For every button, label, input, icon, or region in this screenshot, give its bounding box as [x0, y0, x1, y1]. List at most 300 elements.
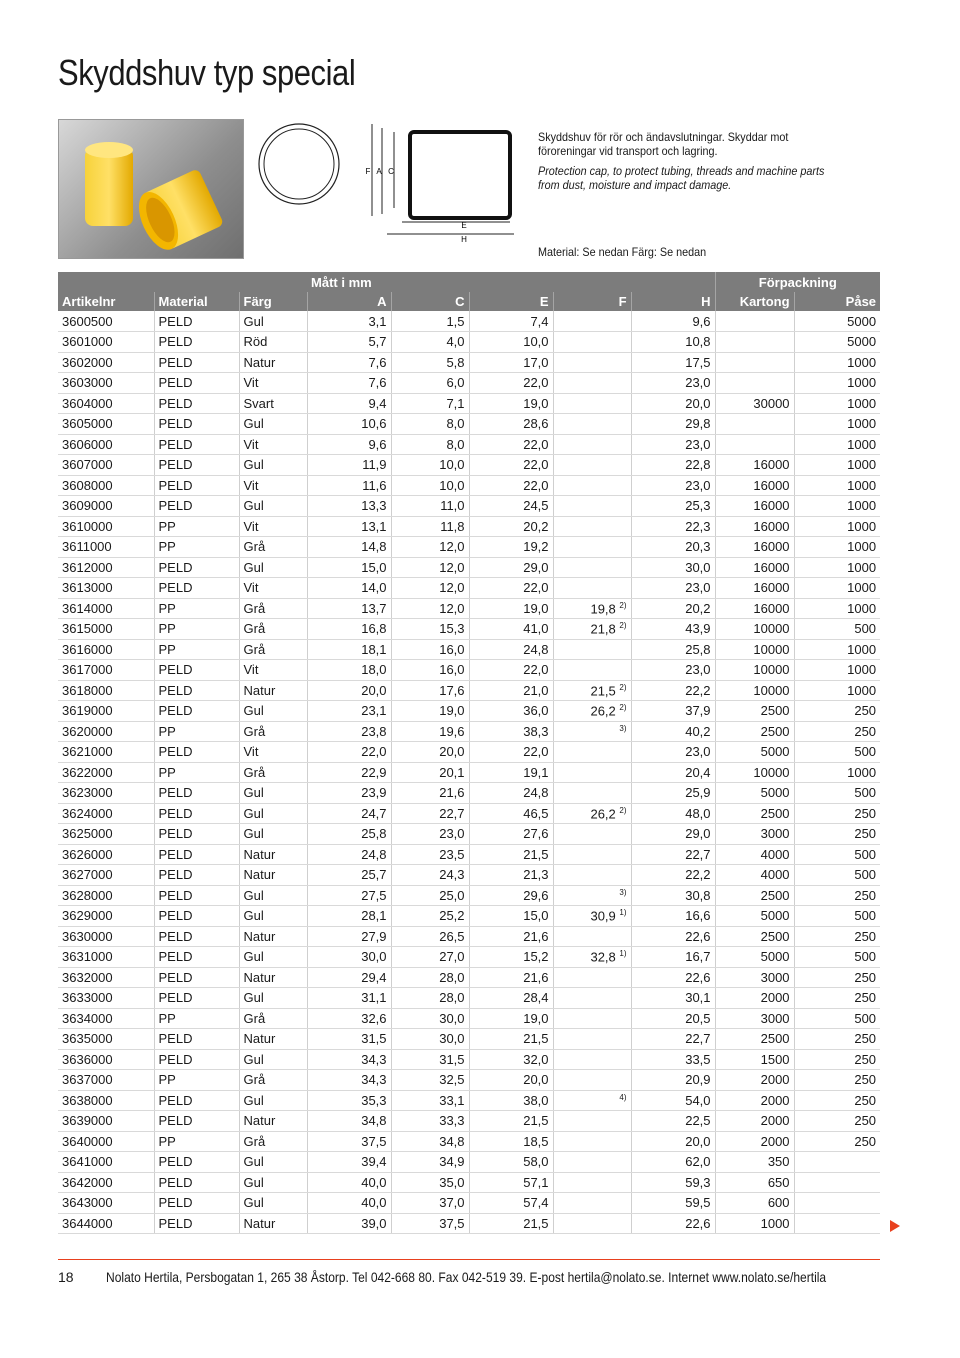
cell-artikelnr	[58, 906, 154, 927]
cell-pase-value: 1000	[847, 395, 877, 411]
cell-pase-value: 1000	[847, 457, 877, 473]
cell-kartong	[715, 1172, 794, 1193]
cell-f	[553, 373, 631, 394]
cell-artikelnr	[58, 1131, 154, 1152]
cell-e	[469, 762, 553, 783]
table-row	[58, 639, 880, 660]
cell-material-value: PELD	[158, 395, 193, 411]
cell-kartong-value: 10000	[753, 641, 790, 657]
cell-artikelnr	[58, 926, 154, 947]
cell-kartong-value: 4000	[760, 846, 790, 862]
cell-h	[631, 639, 715, 660]
cell-material-value: PELD	[158, 682, 193, 698]
cell-farg-value: Svart	[243, 395, 274, 411]
cell-c-value: 8,0	[446, 436, 465, 452]
cell-f	[553, 762, 631, 783]
cell-material-value: PP	[158, 600, 176, 616]
cell-kartong	[715, 824, 794, 845]
cell-a-value: 22,9	[361, 764, 387, 780]
cell-pase-value: 1000	[847, 416, 877, 432]
cell-farg-value: Grå	[243, 1010, 266, 1026]
cell-c	[391, 1070, 469, 1091]
cell-farg-value: Gul	[243, 1092, 264, 1108]
cell-pase	[794, 947, 880, 968]
cell-f	[553, 660, 631, 681]
cell-c-value: 10,0	[439, 477, 465, 493]
cell-farg	[239, 1090, 307, 1111]
cell-artikelnr	[58, 885, 154, 906]
cell-farg	[239, 721, 307, 742]
cell-a	[307, 639, 391, 660]
cell-h-value: 22,5	[685, 1113, 711, 1129]
cell-pase	[794, 1008, 880, 1029]
cell-c	[391, 1008, 469, 1029]
footnote-marker: 2)	[619, 805, 627, 815]
cell-h-value: 30,8	[685, 887, 711, 903]
cell-kartong	[715, 393, 794, 414]
col-header-pase: Påse	[794, 292, 880, 311]
cell-h-value: 17,5	[685, 354, 711, 370]
cell-farg-value: Gul	[243, 1051, 264, 1067]
table-row	[58, 680, 880, 701]
cell-h-value: 22,2	[685, 682, 711, 698]
cell-farg-value: Natur	[243, 846, 276, 862]
cell-e-value: 38,0	[523, 1092, 549, 1108]
cell-kartong-value: 5000	[760, 785, 790, 801]
cell-h	[631, 701, 715, 722]
cell-material-value: PELD	[158, 354, 193, 370]
cell-c	[391, 455, 469, 476]
cell-a-value: 24,7	[361, 805, 387, 821]
col-header-e: E	[469, 292, 553, 311]
cell-c-value: 34,9	[439, 1154, 465, 1170]
cell-farg-value: Gul	[243, 559, 264, 575]
cell-c	[391, 311, 469, 332]
cell-e	[469, 1029, 553, 1050]
cell-c-value: 16,0	[439, 641, 465, 657]
cell-kartong	[715, 1090, 794, 1111]
cell-kartong	[715, 639, 794, 660]
cell-f	[553, 598, 631, 619]
cell-c-value: 20,0	[439, 744, 465, 760]
cell-c	[391, 1152, 469, 1173]
cell-artikelnr-value: 3627000	[62, 867, 113, 883]
cell-c-value: 33,1	[439, 1092, 465, 1108]
cell-e-value: 21,6	[523, 928, 549, 944]
cell-material-value: PELD	[158, 1174, 193, 1190]
col-header-kartong: Kartong	[715, 292, 794, 311]
cell-c	[391, 988, 469, 1009]
cell-artikelnr	[58, 844, 154, 865]
cell-c-value: 17,6	[439, 682, 465, 698]
cell-pase-value: 500	[854, 785, 877, 801]
cell-kartong-value: 5000	[760, 949, 790, 965]
cell-e-value: 22,0	[523, 477, 549, 493]
dim-label-f: F	[365, 167, 371, 176]
cell-e-value: 15,2	[523, 949, 549, 965]
cell-kartong	[715, 906, 794, 927]
cell-f	[553, 1070, 631, 1091]
cell-pase	[794, 619, 880, 640]
cell-kartong	[715, 496, 794, 517]
cell-f	[553, 906, 631, 927]
cell-e	[469, 1213, 553, 1234]
cell-e-value: 24,5	[523, 498, 549, 514]
cell-kartong	[715, 1152, 794, 1173]
cell-a-value: 29,4	[361, 969, 387, 985]
cell-e	[469, 1131, 553, 1152]
cell-kartong-value: 16000	[753, 580, 790, 596]
cell-h-value: 10,8	[685, 334, 711, 350]
dim-label-c: C	[388, 167, 394, 176]
cell-h-value: 22,7	[685, 1031, 711, 1047]
cell-c	[391, 947, 469, 968]
cell-farg-value: Vit	[243, 580, 259, 596]
cell-e-value: 21,5	[523, 1113, 549, 1129]
cell-c	[391, 1131, 469, 1152]
cell-artikelnr-value: 3633000	[62, 990, 113, 1006]
cell-a	[307, 1029, 391, 1050]
cell-pase-value: 1000	[847, 580, 877, 596]
cell-artikelnr	[58, 1172, 154, 1193]
cell-c-value: 8,0	[446, 416, 465, 432]
material-note: Material: Se nedan Färg: Se nedan	[538, 245, 707, 259]
cell-farg-value: Vit	[243, 375, 259, 391]
cell-pase	[794, 1090, 880, 1111]
cell-artikelnr	[58, 455, 154, 476]
cell-a	[307, 414, 391, 435]
cell-e-value: 10,0	[523, 334, 549, 350]
cell-a	[307, 865, 391, 886]
cell-e-value: 28,4	[523, 990, 549, 1006]
cell-farg	[239, 1008, 307, 1029]
cell-f-value: 19,8	[590, 600, 616, 616]
cell-a	[307, 1008, 391, 1029]
cell-pase-value: 1000	[847, 498, 877, 514]
cell-a	[307, 1152, 391, 1173]
cell-farg	[239, 844, 307, 865]
cell-a	[307, 1193, 391, 1214]
cell-f	[553, 393, 631, 414]
cell-h	[631, 1008, 715, 1029]
cell-f	[553, 967, 631, 988]
cell-e-value: 22,0	[523, 457, 549, 473]
cell-c-value: 5,8	[446, 354, 465, 370]
cell-h-value: 25,8	[685, 641, 711, 657]
cell-e-value: 57,4	[523, 1195, 549, 1211]
cell-artikelnr-value: 3641000	[62, 1154, 113, 1170]
cell-kartong	[715, 783, 794, 804]
cell-c	[391, 680, 469, 701]
cell-e	[469, 721, 553, 742]
cell-farg-value: Gul	[243, 949, 264, 965]
cell-f	[553, 1049, 631, 1070]
cell-a-value: 34,3	[361, 1072, 387, 1088]
cell-kartong-value: 2000	[760, 1092, 790, 1108]
table-row	[58, 455, 880, 476]
cell-artikelnr-value: 3609000	[62, 498, 113, 514]
cell-pase	[794, 639, 880, 660]
cell-f	[553, 434, 631, 455]
cell-artikelnr-value: 3608000	[62, 477, 113, 493]
cell-kartong	[715, 414, 794, 435]
cell-kartong-value: 1500	[760, 1051, 790, 1067]
cell-artikelnr-value: 3640000	[62, 1133, 113, 1149]
cell-artikelnr	[58, 803, 154, 824]
cell-pase	[794, 967, 880, 988]
cell-c	[391, 783, 469, 804]
cell-h	[631, 844, 715, 865]
cell-f	[553, 619, 631, 640]
cell-artikelnr	[58, 516, 154, 537]
table-row	[58, 537, 880, 558]
cell-a	[307, 475, 391, 496]
cell-pase-value: 250	[854, 969, 877, 985]
cell-kartong	[715, 598, 794, 619]
cell-e-value: 24,8	[523, 641, 549, 657]
cell-c	[391, 619, 469, 640]
cell-farg	[239, 393, 307, 414]
cell-h	[631, 496, 715, 517]
table-row	[58, 762, 880, 783]
cell-c-value: 19,6	[439, 723, 465, 739]
cell-material	[154, 1193, 239, 1214]
cell-e	[469, 947, 553, 968]
cell-material-value: PP	[158, 1133, 176, 1149]
cell-artikelnr-value: 3638000	[62, 1092, 113, 1108]
cell-artikelnr	[58, 332, 154, 353]
cell-artikelnr	[58, 988, 154, 1009]
cell-e-value: 29,6	[523, 887, 549, 903]
cell-kartong-value: 2500	[760, 928, 790, 944]
cell-a	[307, 373, 391, 394]
cell-f	[553, 721, 631, 742]
cell-artikelnr	[58, 824, 154, 845]
cell-artikelnr-value: 3615000	[62, 621, 113, 637]
cell-artikelnr-value: 3611000	[62, 539, 112, 555]
cell-pase-value: 500	[854, 744, 877, 760]
cell-artikelnr	[58, 475, 154, 496]
cell-kartong	[715, 1111, 794, 1132]
cell-pase-value: 5000	[847, 334, 877, 350]
table-row	[58, 475, 880, 496]
cell-material	[154, 557, 239, 578]
cell-h-value: 20,4	[685, 764, 711, 780]
cell-farg-value: Gul	[243, 1174, 264, 1190]
cell-farg	[239, 967, 307, 988]
cell-a-value: 10,6	[361, 416, 387, 432]
cell-a-value: 35,3	[361, 1092, 387, 1108]
cell-h	[631, 1070, 715, 1091]
cell-farg-value: Grå	[243, 641, 266, 657]
cell-artikelnr-value: 3614000	[62, 600, 113, 616]
table-row	[58, 885, 880, 906]
footnote-marker: 2)	[619, 682, 627, 692]
cell-kartong-value: 10000	[753, 682, 790, 698]
cell-a-value: 39,4	[361, 1154, 387, 1170]
page-number: 18	[58, 1269, 74, 1285]
cell-f	[553, 988, 631, 1009]
cell-a-value: 7,6	[368, 354, 387, 370]
cell-artikelnr	[58, 762, 154, 783]
cell-artikelnr	[58, 373, 154, 394]
cell-a-value: 27,9	[361, 928, 387, 944]
cell-e-value: 21,5	[523, 846, 549, 862]
cell-c	[391, 537, 469, 558]
cell-material	[154, 824, 239, 845]
table-row	[58, 988, 880, 1009]
cell-material	[154, 1172, 239, 1193]
cell-artikelnr-value: 3600500	[62, 313, 113, 329]
cell-artikelnr-value: 3644000	[62, 1215, 113, 1231]
cell-artikelnr	[58, 578, 154, 599]
cell-a	[307, 434, 391, 455]
cell-f	[553, 1213, 631, 1234]
cell-material	[154, 332, 239, 353]
cell-material	[154, 680, 239, 701]
cell-farg-value: Gul	[243, 826, 264, 842]
cell-kartong-value: 2500	[760, 703, 790, 719]
cell-kartong	[715, 455, 794, 476]
cell-kartong	[715, 1070, 794, 1091]
cell-e	[469, 1193, 553, 1214]
cell-material	[154, 578, 239, 599]
cell-h-value: 22,3	[685, 518, 711, 534]
cell-c-value: 30,0	[439, 1010, 465, 1026]
cell-material-value: PP	[158, 641, 176, 657]
cell-material-value: PELD	[158, 949, 193, 965]
cell-kartong	[715, 660, 794, 681]
cell-f-value: 21,8	[590, 621, 616, 637]
cell-pase-value: 250	[854, 1072, 877, 1088]
cell-artikelnr	[58, 701, 154, 722]
cell-h-value: 33,5	[685, 1051, 711, 1067]
cell-c	[391, 1193, 469, 1214]
cell-farg-value: Grå	[243, 600, 266, 616]
cell-e	[469, 475, 553, 496]
cell-kartong-value: 2000	[760, 1113, 790, 1129]
cell-f	[553, 885, 631, 906]
cell-pase-value: 1000	[847, 436, 877, 452]
cell-e-value: 19,2	[523, 539, 549, 555]
cell-kartong	[715, 475, 794, 496]
cell-artikelnr	[58, 1090, 154, 1111]
cell-e-value: 22,0	[523, 662, 549, 678]
cell-farg-value: Gul	[243, 1154, 264, 1170]
cell-e	[469, 557, 553, 578]
cell-h	[631, 1152, 715, 1173]
cell-material-value: PELD	[158, 785, 193, 801]
footnote-marker: 2)	[619, 600, 627, 610]
cell-material	[154, 701, 239, 722]
cell-h-value: 22,6	[685, 928, 711, 944]
cell-farg	[239, 1152, 307, 1173]
cell-h	[631, 1049, 715, 1070]
cell-kartong	[715, 1008, 794, 1029]
cell-kartong	[715, 967, 794, 988]
cell-e-value: 22,0	[523, 375, 549, 391]
cell-kartong-value: 16000	[753, 477, 790, 493]
table-row	[58, 721, 880, 742]
product-description	[538, 130, 844, 198]
cell-kartong-value: 10000	[753, 621, 790, 637]
cell-artikelnr	[58, 967, 154, 988]
cell-c-value: 28,0	[439, 969, 465, 985]
cell-e	[469, 865, 553, 886]
cell-kartong-value: 5000	[760, 744, 790, 760]
cell-pase-value: 250	[854, 990, 877, 1006]
cell-e-value: 21,3	[523, 867, 549, 883]
cell-h-value: 30,1	[685, 990, 711, 1006]
table-row	[58, 701, 880, 722]
cell-farg-value: Gul	[243, 908, 264, 924]
cell-h-value: 23,0	[685, 436, 711, 452]
cell-artikelnr	[58, 742, 154, 763]
cell-material	[154, 455, 239, 476]
cell-h-value: 25,9	[685, 785, 711, 801]
table-row	[58, 1008, 880, 1029]
cell-artikelnr	[58, 352, 154, 373]
cell-artikelnr	[58, 557, 154, 578]
cell-farg	[239, 311, 307, 332]
cell-farg-value: Röd	[243, 334, 268, 350]
cell-pase-value: 250	[854, 887, 877, 903]
cell-pase	[794, 475, 880, 496]
cell-e	[469, 537, 553, 558]
cell-artikelnr	[58, 1213, 154, 1234]
cell-a-value: 24,8	[361, 846, 387, 862]
table-row	[58, 373, 880, 394]
cell-farg	[239, 701, 307, 722]
cell-farg-value: Natur	[243, 928, 276, 944]
cell-h-value: 9,6	[692, 313, 711, 329]
cell-kartong-value: 16000	[753, 559, 790, 575]
cell-farg-value: Gul	[243, 416, 264, 432]
cell-farg	[239, 762, 307, 783]
group-header-matt: Mått i mm	[307, 272, 391, 292]
cell-a-value: 40,0	[361, 1174, 387, 1190]
cell-pase	[794, 332, 880, 353]
cell-kartong	[715, 557, 794, 578]
cell-a-value: 13,1	[361, 518, 387, 534]
cell-f	[553, 1029, 631, 1050]
cell-c	[391, 844, 469, 865]
cell-kartong-value: 2500	[760, 1031, 790, 1047]
cell-farg-value: Gul	[243, 1195, 264, 1211]
table-row	[58, 557, 880, 578]
product-table	[58, 272, 880, 1234]
cell-e-value: 32,0	[523, 1051, 549, 1067]
cell-a	[307, 619, 391, 640]
cell-f	[553, 1008, 631, 1029]
cell-h-value: 30,0	[685, 559, 711, 575]
cell-farg	[239, 352, 307, 373]
cell-h-value: 22,8	[685, 457, 711, 473]
cell-material-value: PELD	[158, 416, 193, 432]
cell-c-value: 25,2	[439, 908, 465, 924]
cell-a-value: 9,4	[368, 395, 387, 411]
cell-material	[154, 393, 239, 414]
cell-h	[631, 783, 715, 804]
cell-farg-value: Grå	[243, 723, 266, 739]
cell-pase	[794, 311, 880, 332]
cell-e-value: 21,6	[523, 969, 549, 985]
cell-pase	[794, 455, 880, 476]
col-header-h: H	[631, 292, 715, 311]
cell-h	[631, 721, 715, 742]
cell-h	[631, 742, 715, 763]
cell-pase	[794, 557, 880, 578]
